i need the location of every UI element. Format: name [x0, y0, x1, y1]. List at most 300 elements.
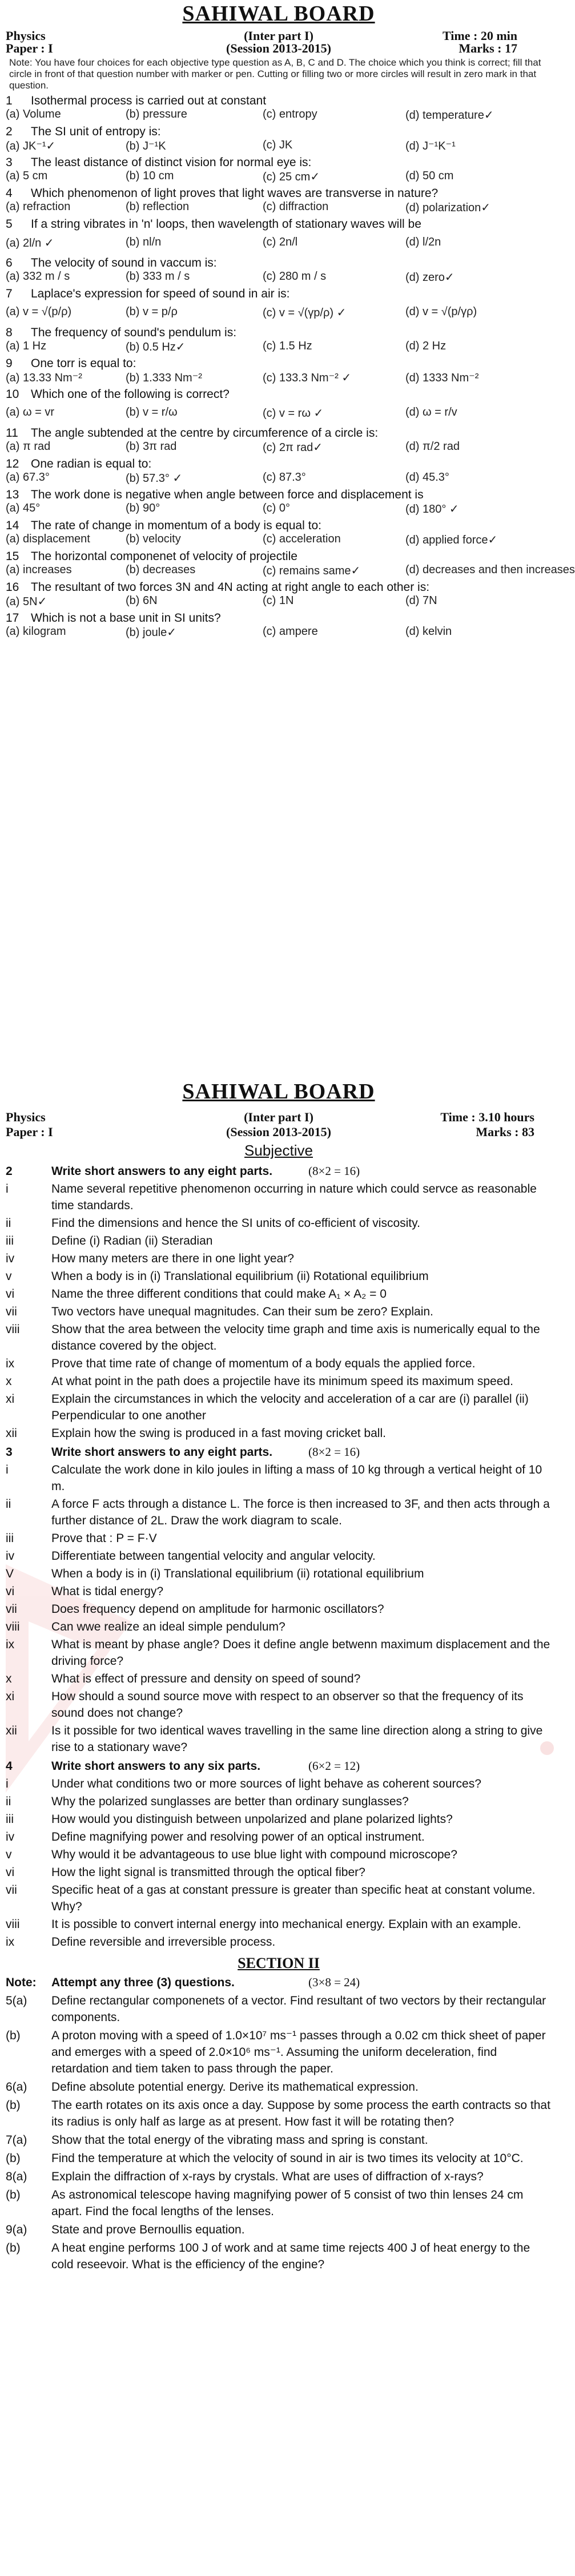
part-text: Find the dimensions and hence the SI units of co-efficient of viscosity.	[51, 1217, 420, 1230]
short-question-heading	[6, 1444, 552, 1460]
part-text: The earth rotates on its axis once a day. Suppose by some process the earth contracts so that its radius is only half as large as at present. How fast it will be rotating then?	[51, 2099, 550, 2128]
long-question-part	[6, 2187, 552, 2220]
long-question-part	[6, 2168, 552, 2185]
mcq-option-c: (c) 25 cm✓	[263, 171, 320, 183]
part-text: Does frequency depend on amplitude for harmonic oscillators?	[51, 1603, 384, 1616]
subjective-title: SAHIWAL BOARD	[182, 1080, 375, 1104]
mcq-option-b: (b) reflection	[126, 200, 190, 213]
part-text: Explain the diffraction of x-rays by crystals. What are uses of diffraction of x-rays?	[51, 2170, 484, 2183]
mcq-number: 4	[6, 187, 13, 200]
part-number: vii	[6, 1883, 17, 1897]
mcq-options	[6, 440, 552, 455]
long-question-part	[6, 2097, 552, 2130]
mcq-question	[6, 94, 552, 123]
question-marks: (6×2 = 12)	[308, 1759, 360, 1773]
short-question-part	[6, 1636, 552, 1669]
mcq-option-d: (d) temperature✓	[405, 109, 494, 122]
mcq-option-a: (a) 13.33 Nm⁻²	[6, 372, 82, 384]
part-number: ii	[6, 1217, 11, 1230]
part-text: Explain how the swing is produced in a fast moving cricket ball.	[51, 1427, 386, 1440]
mcq-text: The resultant of two forces 3N and 4N acting at right angle to each other is:	[31, 581, 430, 594]
mcq-option-d: (d) 7N	[405, 594, 437, 607]
mcq-stem	[6, 94, 552, 108]
mcq-text: The frequency of sound's pendulum is:	[31, 326, 237, 339]
mcq-question	[6, 256, 552, 285]
mcq-number: 1	[6, 94, 13, 107]
mcq-options	[6, 108, 552, 123]
short-question-part	[6, 1233, 552, 1249]
mcq-option-a: (a) v = √(p/ρ)	[6, 305, 72, 318]
part-number: vii	[6, 1603, 17, 1616]
long-question-part	[6, 1993, 552, 2026]
mcq-option-c: (c) 1N	[263, 594, 294, 607]
mcq-option-b: (b) 0.5 Hz✓	[126, 341, 186, 353]
mcq-question	[6, 457, 552, 486]
mcq-options	[6, 340, 552, 355]
short-question-part	[6, 1934, 552, 1950]
subject-label: Physics	[6, 29, 46, 43]
mcq-stem	[6, 488, 552, 502]
part-number: iv	[6, 1830, 15, 1844]
mcq-option-d: (d) decreases and then increases	[405, 564, 575, 576]
part-text: What is meant by phase angle? Does it define angle betwenn maximum displacement and the driving force?	[51, 1638, 550, 1668]
mcq-question	[6, 518, 552, 548]
mcq-number: 14	[6, 519, 19, 532]
part-number: 9(a)	[6, 2223, 27, 2236]
question-marks: (8×2 = 16)	[308, 1445, 360, 1459]
mcq-text: The horizontal componenet of velocity of projectile	[31, 550, 297, 563]
subjective-header-row-2	[6, 1125, 552, 1140]
part-text: Define magnifying power and resolving power of an optical instrument.	[51, 1830, 425, 1844]
long-questions	[6, 1993, 552, 2273]
mcq-option-a: (a) 2l/n ✓	[6, 237, 54, 249]
mcq-stem	[6, 325, 552, 340]
short-question-part	[6, 1793, 552, 1810]
short-question-part	[6, 1619, 552, 1635]
part-text: Name the three different conditions that could make A₁ × A₂ = 0	[51, 1287, 387, 1301]
mcq-question	[6, 488, 552, 517]
subjective-section	[6, 1079, 552, 2273]
mcq-option-d: (d) π/2 rad	[405, 440, 460, 453]
part-number: viii	[6, 1918, 20, 1931]
mcq-option-c: (c) 0°	[263, 502, 290, 514]
mcq-stem	[6, 287, 552, 301]
long-question-part	[6, 2079, 552, 2095]
part-number: ii	[6, 1795, 11, 1808]
mcq-option-d: (d) applied force✓	[405, 534, 498, 546]
short-question-part	[6, 1671, 552, 1687]
part-label: (Inter part I)	[244, 1110, 313, 1124]
mcq-text: Which one of the following is correct?	[31, 388, 230, 401]
mcq-option-d: (d) v = √(p/γρ)	[405, 305, 477, 318]
marks-label: Marks : 83	[476, 1125, 534, 1139]
mcq-option-c: (c) ampere	[263, 625, 318, 638]
mcq-stem	[6, 124, 552, 139]
mcq-text: The velocity of sound in vaccum is:	[31, 256, 217, 269]
mcq-question	[6, 387, 552, 424]
part-text: It is possible to convert internal energy into mechanical energy. Explain with an example.	[51, 1918, 521, 1931]
mcq-text: If a string vibrates in 'n' loops, then wavelength of stationary waves will be	[31, 218, 421, 231]
mcq-option-d: (d) 1333 Nm⁻²	[405, 372, 479, 384]
short-question-part	[6, 1355, 552, 1372]
mcq-stem	[6, 580, 552, 594]
part-number: v	[6, 1270, 12, 1283]
part-number: (b)	[6, 2188, 21, 2201]
part-number: iii	[6, 1532, 14, 1545]
mcq-text: The angle subtended at the centre by circumference of a circle is:	[31, 426, 379, 440]
marks-label: Marks : 17	[459, 41, 517, 55]
mcq-options	[6, 502, 552, 517]
mcq-stem	[6, 186, 552, 200]
part-text: How should a sound source move with respect to an observer so that the frequency of its sound does not change?	[51, 1690, 524, 1720]
part-text: Define (i) Radian (ii) Steradian	[51, 1234, 213, 1247]
mcq-option-a: (a) 1 Hz	[6, 340, 47, 352]
mcq-option-b: (b) 3π rad	[126, 440, 177, 453]
mcq-option-a: (a) 5 cm	[6, 170, 48, 182]
mcq-question	[6, 217, 552, 254]
mcq-option-d: (d) l/2n	[405, 236, 441, 248]
mcq-options	[6, 533, 552, 548]
part-text: A force F acts through a distance L. The force is then increased to 3F, and then acts through a further distance of 2L. Draw the work diagram to scale.	[51, 1498, 550, 1527]
mcq-number: 6	[6, 256, 13, 269]
short-question-part	[6, 1565, 552, 1582]
short-question-part	[6, 1688, 552, 1721]
mcq-options	[6, 625, 552, 640]
mcq-option-d: (d) 2 Hz	[405, 340, 447, 352]
short-question-part	[6, 1286, 552, 1302]
time-label: Time : 3.10 hours	[440, 1110, 534, 1124]
long-question-part	[6, 2240, 552, 2273]
part-text: What is tidal energy?	[51, 1585, 164, 1598]
mcq-options	[6, 401, 552, 424]
mcq-option-a: (a) 5N✓	[6, 595, 47, 608]
part-text: Define reversible and irreversible process.	[51, 1935, 276, 1949]
short-question-part	[6, 1268, 552, 1285]
part-number: xi	[6, 1690, 15, 1703]
part-number: V	[6, 1567, 14, 1580]
mcq-number: 13	[6, 488, 19, 501]
mcq-options	[6, 594, 552, 609]
mcq-option-c: (c) diffraction	[263, 200, 329, 213]
part-text: Calculate the work done in kilo joules in lifting a mass of 10 kg through a vertical height of 10 m.	[51, 1463, 542, 1493]
part-number: iv	[6, 1252, 15, 1265]
mcq-text: The SI unit of entropy is:	[31, 125, 161, 138]
mcq-options	[6, 139, 552, 154]
mcq-question	[6, 549, 575, 578]
short-question-part	[6, 1846, 552, 1863]
mcq-option-a: (a) 332 m / s	[6, 270, 70, 283]
short-question-part	[6, 1916, 552, 1933]
mcq-option-b: (b) 10 cm	[126, 170, 174, 182]
short-question-part	[6, 1583, 552, 1600]
subjective-heading: Subjective	[244, 1142, 313, 1159]
short-question-part	[6, 1530, 552, 1547]
short-question-part	[6, 1496, 552, 1529]
part-text: State and prove Bernoullis equation.	[51, 2223, 245, 2236]
mcq-option-b: (b) velocity	[126, 533, 181, 545]
part-text: How the light signal is transmitted through the optical fiber?	[51, 1866, 365, 1879]
mcq-stem	[6, 387, 552, 401]
mcq-option-b: (b) v = r/ω	[126, 406, 178, 418]
mcq-stem	[6, 518, 552, 533]
part-number: viii	[6, 1620, 20, 1633]
time-label: Time : 20 min	[443, 29, 517, 43]
part-text: Prove that time rate of change of momentum of a body equals the applied force.	[51, 1357, 476, 1370]
short-question-part	[6, 1601, 552, 1617]
mcq-number: 3	[6, 156, 13, 169]
mcq-option-b: (b) pressure	[126, 108, 187, 120]
part-text: Prove that : P = F·V	[51, 1532, 157, 1545]
mcq-options	[6, 471, 552, 486]
part-number: (b)	[6, 2099, 21, 2112]
objective-title: SAHIWAL BOARD	[182, 2, 375, 26]
short-question-heading	[6, 1163, 552, 1180]
mcq-option-a: (a) refraction	[6, 200, 71, 213]
part-number: 7(a)	[6, 2134, 27, 2147]
short-question-part	[6, 1425, 552, 1442]
short-question-part	[6, 1215, 552, 1231]
part-text: Show that the total energy of the vibrating mass and spring is constant.	[51, 2134, 428, 2147]
part-number: x	[6, 1375, 12, 1388]
part-text: Differentiate between tangential velocity and angular velocity.	[51, 1549, 376, 1563]
mcq-stem	[6, 356, 552, 371]
mcq-text: The least distance of distinct vision for normal eye is:	[31, 156, 312, 169]
part-text: Two vectors have unequal magnitudes. Can their sum be zero? Explain.	[51, 1305, 433, 1318]
mcq-option-c: (c) acceleration	[263, 533, 341, 545]
part-number: x	[6, 1672, 12, 1685]
part-text: Under what conditions two or more sources of light behave as coherent sources?	[51, 1777, 481, 1790]
mcq-option-d: (d) kelvin	[405, 625, 452, 638]
mcq-option-c: (c) 280 m / s	[263, 270, 327, 283]
part-number: (b)	[6, 2029, 21, 2042]
mcq-number: 8	[6, 326, 13, 339]
part-number: vii	[6, 1305, 17, 1318]
section-ii-note: Note: Attempt any three (3) questions. (3×8 = 24)	[6, 1975, 360, 1989]
mcq-option-a: (a) displacement	[6, 533, 90, 545]
part-number: vi	[6, 1866, 15, 1879]
mcq-question	[6, 155, 552, 184]
mcq-option-d: (d) 45.3°	[405, 471, 449, 484]
mcq-option-d: (d) 50 cm	[405, 170, 454, 182]
mcq-question	[6, 426, 552, 455]
part-text: Define rectangular componenets of a vector. Find resultant of two vectors by their rectangular components.	[51, 1994, 546, 2024]
mcq-text: The rate of change in momentum of a body is equal to:	[31, 519, 321, 532]
session-label: (Session 2013-2015)	[226, 1125, 331, 1139]
mcq-option-b: (b) 57.3° ✓	[126, 472, 183, 485]
mcq-option-a: (a) 45°	[6, 502, 41, 514]
subject-label: Physics	[6, 1110, 46, 1124]
mcq-option-b: (b) decreases	[126, 564, 196, 576]
part-text: At what point in the path does a projectile have its minimum speed its maximum speed.	[51, 1375, 513, 1388]
part-text: Show that the area between the velocity time graph and time axis is numerically equal to the distance covered by the object.	[51, 1323, 540, 1353]
short-question-part	[6, 1391, 552, 1424]
mcq-number: 16	[6, 581, 19, 594]
mcq-question	[6, 186, 552, 215]
mcq-option-c: (c) 133.3 Nm⁻² ✓	[263, 372, 352, 384]
paper-label: Paper : I	[6, 41, 53, 55]
mcq-option-b: (b) nl/n	[126, 236, 162, 248]
mcq-options	[6, 270, 552, 285]
mcq-option-c: (c) v = √(γp/ρ) ✓	[263, 307, 347, 319]
mcq-stem	[6, 549, 552, 564]
long-question-part	[6, 2132, 552, 2148]
question-instruction: Write short answers to any six parts.	[51, 1760, 261, 1773]
part-number: 8(a)	[6, 2170, 27, 2183]
part-text: Why the polarized sunglasses are better than ordinary sunglasses?	[51, 1795, 409, 1808]
short-question-part	[6, 1181, 552, 1214]
session-label: (Session 2013-2015)	[226, 41, 331, 55]
mcq-list	[6, 94, 575, 640]
mcq-option-b: (b) 90°	[126, 502, 160, 514]
mcq-option-b: (b) joule✓	[126, 626, 177, 639]
mcq-option-a: (a) 67.3°	[6, 471, 50, 484]
part-text: When a body is in (i) Translational equilibrium (ii) rotational equilibrium	[51, 1567, 424, 1580]
mcq-option-a: (a) ω = vr	[6, 406, 55, 418]
mcq-option-c: (c) entropy	[263, 108, 317, 120]
part-text: When a body is in (i) Translational equilibrium (ii) Rotational equilibrium	[51, 1270, 429, 1283]
mcq-text: Which is not a base unit in SI units?	[31, 611, 221, 625]
objective-header-row-1	[6, 29, 552, 41]
part-number: iii	[6, 1813, 14, 1826]
mcq-number: 11	[6, 426, 18, 440]
part-text: A proton moving with a speed of 1.0×10⁷ ms⁻¹ passes through a 0.02 cm thick sheet of paper and emerges with a speed of 2.0×10⁶ ms⁻¹. Assuming the uniform deceleration, find retardation and tiem taken to pass through the paper.	[51, 2029, 546, 2075]
mcq-text: One torr is equal to:	[31, 357, 136, 370]
mcq-option-b: (b) 6N	[126, 594, 158, 607]
mcq-question	[6, 287, 552, 324]
mcq-option-c: (c) 87.3°	[263, 471, 306, 484]
mcq-text: Isothermal process is carried out at constant	[31, 94, 267, 107]
question-instruction: Write short answers to any eight parts.	[51, 1446, 273, 1459]
part-text: What is effect of pressure and density on speed of sound?	[51, 1672, 361, 1685]
mcq-options	[6, 170, 552, 184]
long-question-part	[6, 2027, 552, 2077]
mcq-options	[6, 301, 552, 324]
mcq-number: 9	[6, 357, 13, 370]
part-text: Why would it be advantageous to use blue light with compound microscope?	[51, 1848, 457, 1861]
mcq-question	[6, 356, 552, 385]
part-number: ii	[6, 1498, 11, 1511]
mcq-option-c: (c) 2π rad✓	[263, 441, 323, 454]
part-text: How would you distinguish between unpolarized and plane polarized lights?	[51, 1813, 453, 1826]
mcq-text: Laplace's expression for speed of sound in air is:	[31, 287, 290, 300]
mcq-number: 2	[6, 125, 13, 138]
part-number: iii	[6, 1234, 14, 1247]
mcq-number: 10	[6, 388, 19, 401]
mcq-option-a: (a) JK⁻¹✓	[6, 140, 56, 152]
short-question-part	[6, 1250, 552, 1267]
part-number: xii	[6, 1724, 17, 1737]
objective-section	[6, 0, 575, 640]
part-number: ix	[6, 1638, 15, 1651]
mcq-option-c: (c) 2n/l	[263, 236, 298, 248]
part-number: 5(a)	[6, 1994, 27, 2007]
part-text: Specific heat of a gas at constant pressure is greater than specific heat at constant volume. Why?	[51, 1883, 536, 1913]
mcq-option-a: (a) Volume	[6, 108, 61, 120]
mcq-stem	[6, 256, 552, 270]
short-question-part	[6, 1303, 552, 1320]
part-text: A heat engine performs 100 J of work and at same time rejects 400 J of heat energy to the cold reseevoir. What is the efficiency of the engine?	[51, 2241, 530, 2271]
part-text: Define absolute potential energy. Derive its mathematical expression.	[51, 2080, 419, 2094]
short-question-part	[6, 1373, 552, 1390]
part-text: Explain the circumstances in which the velocity and acceleration of a car are (i) parallel (ii) Perpendicular to one another	[51, 1392, 529, 1422]
part-number: i	[6, 1463, 9, 1476]
mcq-stem	[6, 155, 552, 170]
mcq-option-b: (b) 333 m / s	[126, 270, 190, 283]
mcq-option-d: (d) ω = r/v	[405, 406, 457, 418]
question-number: 2	[6, 1165, 13, 1178]
part-number: viii	[6, 1323, 20, 1336]
mcq-stem	[6, 457, 552, 471]
short-question-part	[6, 1462, 552, 1495]
short-question-part	[6, 1776, 552, 1792]
mcq-number: 12	[6, 457, 19, 470]
mcq-number: 7	[6, 287, 13, 300]
short-question-part	[6, 1321, 552, 1354]
long-question-part	[6, 2221, 552, 2238]
question-number: 4	[6, 1760, 13, 1773]
mcq-options	[6, 371, 552, 385]
short-question-part	[6, 1882, 552, 1915]
mcq-text: Which phenomenon of light proves that light waves are transverse in nature?	[31, 187, 439, 200]
part-number: (b)	[6, 2152, 21, 2165]
mcq-option-d: (d) 180° ✓	[405, 503, 459, 516]
mcq-text: The work done is negative when angle between force and displacement is	[31, 488, 424, 501]
mcq-option-b: (b) v = p/ρ	[126, 305, 178, 318]
mcq-options	[6, 231, 552, 254]
short-question-part	[6, 1548, 552, 1564]
mcq-option-d: (d) polarization✓	[405, 202, 491, 214]
part-label: (Inter part I)	[244, 29, 313, 43]
part-text: Is it possible for two identical waves travelling in the same line direction along a string to give rise to a stationary wave?	[51, 1724, 543, 1754]
short-question-heading	[6, 1758, 552, 1774]
mcq-number: 15	[6, 550, 19, 563]
part-number: ix	[6, 1935, 15, 1949]
mcq-option-d: (d) zero✓	[405, 271, 455, 284]
short-question-part	[6, 1811, 552, 1828]
mcq-option-a: (a) π rad	[6, 440, 51, 453]
mcq-stem	[6, 611, 552, 625]
mcq-option-c: (c) 1.5 Hz	[263, 340, 312, 352]
question-marks: (8×2 = 16)	[308, 1164, 360, 1178]
part-text: Name several repetitive phenomenon occurring in nature which could servce as reasonable time standards.	[51, 1182, 537, 1212]
part-text: Find the temperature at which the velocity of sound in air is two times its velocity at 10°C.	[51, 2152, 524, 2165]
part-number: i	[6, 1777, 9, 1790]
part-number: (b)	[6, 2241, 21, 2255]
part-number: xi	[6, 1392, 15, 1406]
part-number: iv	[6, 1549, 15, 1563]
mcq-option-c: (c) JK	[263, 139, 293, 151]
objective-note: Note: You have four choices for each objective type question as A, B, C and D. The choice which you think is correct; fill that circle in front of that question number with marker or pen. Cutting or filling two or more circles will result in zero mark in that question.	[9, 57, 541, 91]
mcq-option-b: (b) 1.333 Nm⁻²	[126, 372, 202, 384]
part-number: 6(a)	[6, 2080, 27, 2094]
mcq-number: 5	[6, 218, 13, 231]
mcq-question	[6, 611, 552, 640]
mcq-option-c: (c) remains same✓	[263, 565, 361, 577]
part-text: Can wwe realize an ideal simple pendulum?	[51, 1620, 286, 1633]
mcq-options	[6, 200, 552, 215]
mcq-option-c: (c) v = rω ✓	[263, 407, 324, 420]
mcq-option-d: (d) J⁻¹K⁻¹	[405, 140, 456, 152]
mcq-options	[6, 564, 575, 578]
mcq-option-a: (a) increases	[6, 564, 72, 576]
mcq-question	[6, 325, 552, 355]
short-question-part	[6, 1722, 552, 1756]
short-question-part	[6, 1864, 552, 1881]
mcq-option-b: (b) J⁻¹K	[126, 140, 166, 152]
mcq-number: 17	[6, 611, 19, 625]
part-number: v	[6, 1848, 12, 1861]
mcq-question	[6, 580, 552, 609]
